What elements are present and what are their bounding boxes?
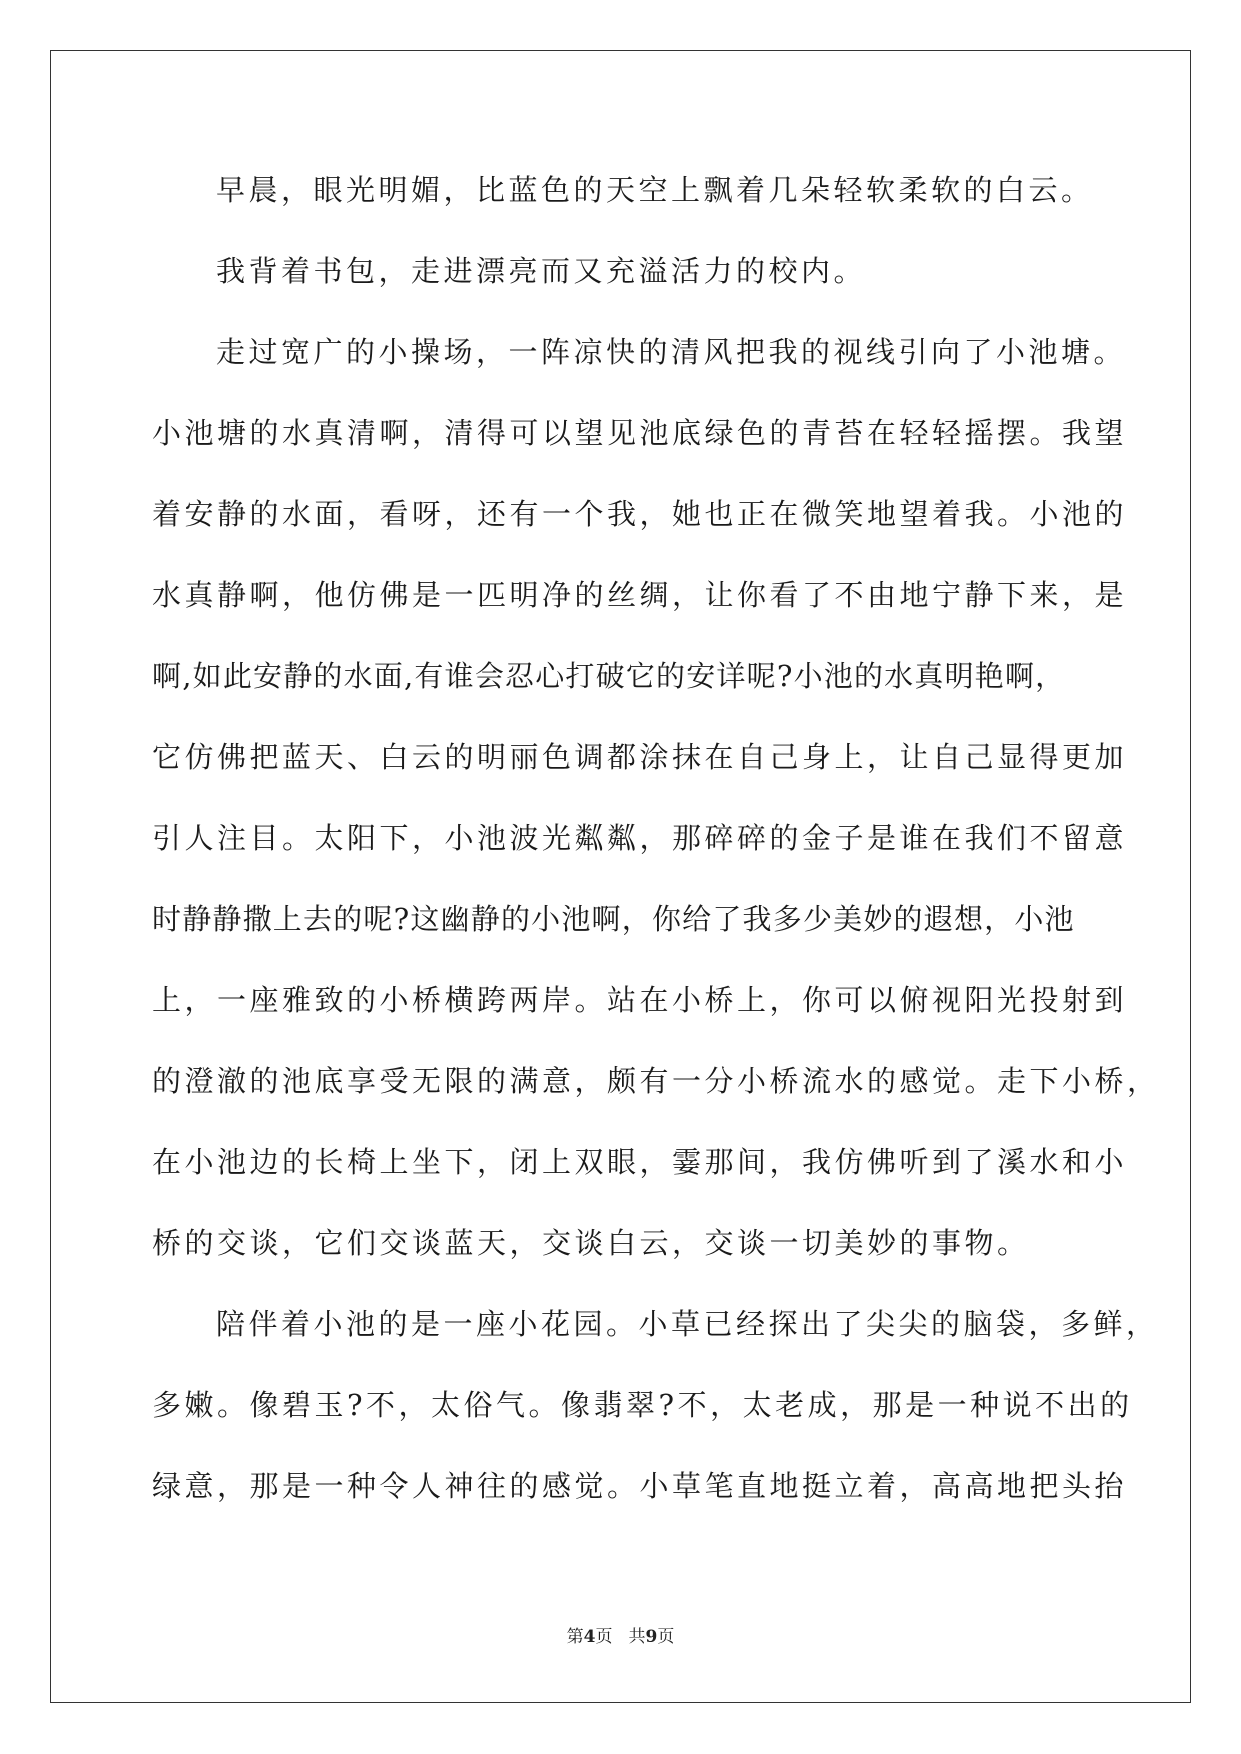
total-prefix: 共	[628, 1627, 646, 1647]
text-line: 我背着书包，走进漂亮而又充溢活力的校内。	[216, 254, 867, 288]
page-suffix: 页	[595, 1627, 613, 1647]
text-line: 早晨，眼光明媚，比蓝色的天空上飘着几朵轻软柔软的白云。	[216, 173, 1094, 207]
total-suffix: 页	[657, 1627, 675, 1647]
text-line: 的澄澈的池底享受无限的满意，颇有一分小桥流水的感觉。走下小桥，	[152, 1064, 1160, 1098]
text-line: 桥的交谈，它们交谈蓝天，交谈白云，交谈一切美妙的事物。	[152, 1226, 1030, 1260]
text-line: 陪伴着小池的是一座小花园。小草已经探出了尖尖的脑袋，多鲜，	[216, 1307, 1159, 1341]
total-page-count: 9	[645, 1627, 658, 1647]
text-line: 上，一座雅致的小桥横跨两岸。站在小桥上，你可以俯视阳光投射到	[152, 983, 1128, 1017]
text-line: 时静静撒上去的呢?这幽静的小池啊，你给了我多少美妙的遐想，小池	[152, 902, 1075, 936]
text-line: 水真静啊，他仿佛是一匹明净的丝绸，让你看了不由地宁静下来，是	[152, 578, 1128, 612]
document-body	[152, 150, 1160, 1527]
text-line: 多嫩。像碧玉?不，太俗气。像翡翠?不，太老成，那是一种说不出的	[152, 1388, 1133, 1422]
text-line: 绿意，那是一种令人神往的感觉。小草笔直地挺立着，高高地把头抬	[152, 1469, 1128, 1503]
current-page-number: 4	[583, 1627, 596, 1647]
text-line: 小池塘的水真清啊，清得可以望见池底绿色的青苔在轻轻摇摆。我望	[152, 416, 1128, 450]
text-line: 引人注目。太阳下，小池波光粼粼，那碎碎的金子是谁在我们不留意	[152, 821, 1128, 855]
text-line: 啊,如此安静的水面,有谁会忍心打破它的安详呢?小池的水真明艳啊，	[152, 659, 1066, 693]
page-footer	[0, 1625, 1241, 1649]
text-line: 在小池边的长椅上坐下，闭上双眼，霎那间，我仿佛听到了溪水和小	[152, 1145, 1128, 1179]
text-line: 它仿佛把蓝天、白云的明丽色调都涂抹在自己身上，让自己显得更加	[152, 740, 1128, 774]
page-prefix: 第	[566, 1627, 584, 1647]
text-line: 着安静的水面，看呀，还有一个我，她也正在微笑地望着我。小池的	[152, 497, 1128, 531]
text-line: 走过宽广的小操场，一阵凉快的清风把我的视线引向了小池塘。	[216, 335, 1127, 369]
